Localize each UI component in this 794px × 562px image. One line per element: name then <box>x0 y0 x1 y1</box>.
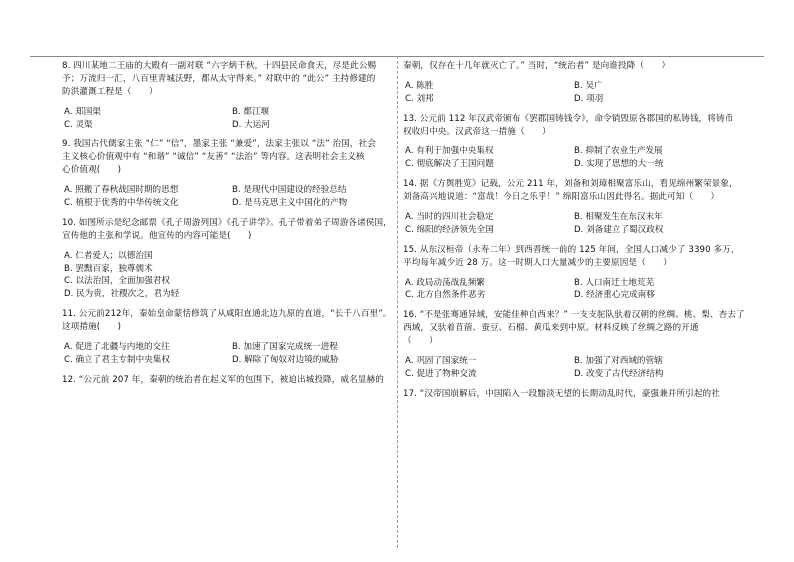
option-b: B. 都江堰 <box>232 106 270 117</box>
option-a: A. 仁者爱人；以德治国 <box>64 250 153 261</box>
option-d: D. 解除了匈奴对边境的威胁 <box>232 354 339 365</box>
question-text-line: 刘备高兴地说道：“富哉！今日之乐乎！” 绵阳富乐山因此得名。据此可知（ ） <box>403 192 720 203</box>
option-b: B. 相聚发生在东汉末年 <box>574 212 663 223</box>
option-c: C. 以法治国，全面加强君权 <box>64 276 170 287</box>
question-text-line: 心价值观( ) <box>62 165 122 176</box>
question-17 <box>403 388 733 401</box>
question-text-line: （ ） <box>403 336 438 347</box>
question-text-line: 16. “不是张骞通异域，安能佳种自西来？” 一支支驼队驮着汉朝的丝绸、桃、梨、杏去了 <box>403 310 745 321</box>
option-c: C. 刘邦 <box>405 93 434 104</box>
question-12 <box>62 374 390 387</box>
option-d: D. 刘备建立了蜀汉政权 <box>574 224 664 235</box>
question-13-options <box>403 145 733 171</box>
question-text-line: 主义核心价值观中有 “和谐” “诚信” “友善” “法治” 等内容。这表明社会主义核 <box>62 152 365 163</box>
option-d: D. 经济重心完成南移 <box>574 290 655 301</box>
option-c: C. 促进了物种交流 <box>405 368 477 379</box>
question-12-options <box>403 80 733 106</box>
question-9-options <box>62 184 390 210</box>
option-a: A. 当时的四川社会稳定 <box>405 212 494 223</box>
question-14-options <box>403 211 733 237</box>
option-a: A. 政局动荡战乱频繁 <box>405 277 485 288</box>
option-c: C. 植根于优秀的中华传统文化 <box>64 198 179 209</box>
option-d: D. 大运河 <box>232 119 270 130</box>
question-15 <box>403 244 740 270</box>
option-a: A. 郑国渠 <box>64 106 101 117</box>
question-13 <box>403 113 733 139</box>
option-d: D. 实现了思想的大一统 <box>574 159 664 170</box>
option-a: A. 巩固了国家统一 <box>405 356 477 367</box>
option-c: C. 绵阳的经济领先全国 <box>405 224 494 235</box>
question-text-line: 10. 如图所示是纪念邮票《孔子周游列国》《孔子讲学》。孔子带着弟子周游各诸侯国， <box>62 217 392 228</box>
left-column <box>62 60 390 394</box>
question-text-line: 这项措施( ) <box>62 322 122 333</box>
question-text-line: 13. 公元前 112 年汉武帝颁布《罢郡国铸钱令》，命令销毁原各郡国的私铸钱，将铸币 <box>403 113 734 124</box>
option-b: B. 是现代中国建设的经验总结 <box>232 185 347 196</box>
question-8-options <box>62 106 390 132</box>
option-d: D. 项羽 <box>574 93 604 104</box>
question-text-line: 秦朝，仅存在十几年就灭亡了。” 当时，“统治者” 是向谁投降（ ） <box>403 61 671 71</box>
question-11 <box>62 308 390 334</box>
question-12-continued <box>403 60 733 73</box>
option-b: B. 加速了国家完成统一进程 <box>232 342 338 353</box>
question-text-line: 9. 我国古代儒家主张 “仁” “信”，墨家主张 “兼爱”，法家主张以 “法” 治国，社会 <box>62 139 376 150</box>
question-10-options <box>62 250 390 302</box>
question-text-line: 防洪灌溉工程是（ ） <box>62 86 158 97</box>
question-14 <box>403 178 738 204</box>
option-d: D. 是马克思主义中国化的产物 <box>232 198 348 209</box>
question-text-line: 15. 从东汉桓帝（永寿二年）到西晋统一前的 125 年间，全国人口减少了 3390 多万， <box>403 244 740 255</box>
option-b: B. 加强了对西域的管辖 <box>574 356 663 367</box>
question-10 <box>62 217 390 243</box>
option-c: C. 确立了君主专制中央集权 <box>64 354 170 365</box>
question-text-line: 11. 公元前212年，秦始皇命蒙恬修筑了从咸阳直通北边九原的直道，“长千八百里”。 <box>62 309 392 320</box>
question-text-line: 予；万流归一汇，八百里青城沃野，都从太守得来。” 对联中的 “此公” 主持修建的 <box>62 73 376 84</box>
option-c: C. 彻底解决了王国问题 <box>405 159 494 170</box>
option-d: D. 改变了古代经济结构 <box>574 368 664 379</box>
option-a: A. 促进了北疆与内地的交往 <box>64 342 170 353</box>
option-b: B. 吴广 <box>574 80 603 91</box>
question-16-options <box>403 355 733 381</box>
question-text-line: 平均每年减少近 28 万。这一时期人口大量减少的主要原因是（ ） <box>403 257 672 268</box>
option-d: D. 民为贵，社稷次之，君为轻 <box>64 289 180 300</box>
question-text-line: 权收归中央。汉武帝这一措施（ ） <box>403 126 551 137</box>
option-a: A. 有利于加强中央集权 <box>405 146 494 157</box>
question-text-line: 12. “公元前 207 年，秦朝的统治者在起义军的包围下，被迫出城投降，威名显赫的 <box>62 374 384 385</box>
question-16 <box>403 309 745 348</box>
option-b: B. 抑制了农业生产发展 <box>574 146 663 157</box>
question-text-line: 8. 四川某地二王庙的大殿有一副对联 “六字炳千秋，十四县民命食天，尽是此公赐 <box>62 61 377 71</box>
question-15-options <box>403 277 733 303</box>
column-divider <box>397 56 398 548</box>
question-text-line: 宣传他的主张和学说。他宣传的内容可能是( ) <box>62 230 252 241</box>
question-text-line: 14. 据《方舆胜览》记载，公元 211 年，刘备和刘璋相聚富乐山，看见绵州繁荣景象， <box>403 179 738 190</box>
option-b: B. 人口南迁土地荒芜 <box>574 277 655 288</box>
option-b: B. 罢黜百家，独尊儒术 <box>64 263 153 274</box>
option-a: A. 陈胜 <box>405 80 434 91</box>
question-8 <box>62 60 390 99</box>
option-c: C. 灵渠 <box>64 119 93 130</box>
question-text-line: 17. “汉帝国崩解后，中国陷入一段黯淡无望的长期动乱时代，豪强兼并所引起的社 <box>403 388 720 399</box>
option-c: C. 北方自然条件恶劣 <box>405 290 486 301</box>
question-11-options <box>62 341 390 367</box>
question-9 <box>62 138 390 177</box>
question-text-line: 西域，又驮着苜蓿、蚕豆、石榴、黄瓜来到中原。材料反映了丝绸之路的开通 <box>403 323 699 334</box>
right-column <box>403 60 745 408</box>
option-a: A. 照搬了春秋战国时期的思想 <box>64 185 179 196</box>
